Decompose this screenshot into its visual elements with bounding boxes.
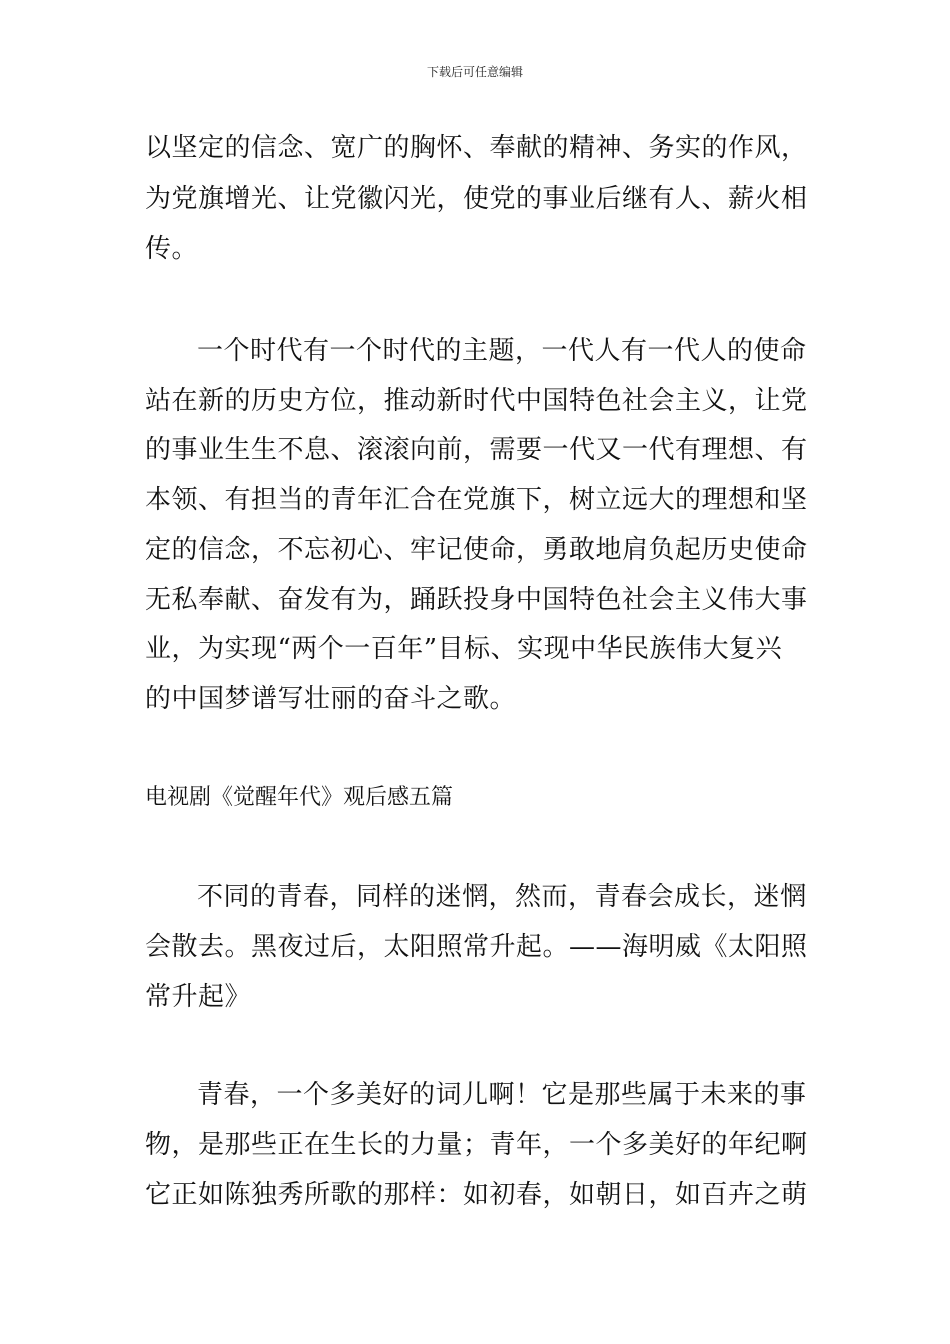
section-heading: 电视剧《觉醒年代》观后感五篇 [145,785,454,810]
paragraph-2-line-6: 无私奉献、奋发有为，踊跃投身中国特色社会主义伟大事 [145,585,808,615]
paragraph-1-line-1: 以坚定的信念、宽广的胸怀、奉献的精神、务实的作风， [145,133,808,163]
paragraph-2-line-5: 定的信念，不忘初心、牢记使命，勇敢地肩负起历史使命 [145,535,808,565]
paragraph-1-line-2: 为党旗增光、让党徽闪光，使党的事业后继有人、薪火相 [145,184,808,214]
page-header: 下载后可任意编辑 [426,65,523,79]
paragraph-2-line-3: 的事业生生不息、滚滚向前，需要一代又一代有理想、有 [145,435,808,465]
paragraph-3-line-3: 常升起》 [145,982,252,1012]
paragraph-4-line-3: 它正如陈独秀所歌的那样：如初春，如朝日，如百卉之萌 [145,1180,808,1210]
paragraph-3-line-2: 会散去。黑夜过后，太阳照常升起。——海明威《太阳照 [145,932,808,962]
paragraph-2-line-8: 的中国梦谱写壮丽的奋斗之歌。 [145,684,517,714]
paragraph-2-line-1: 一个时代有一个时代的主题，一代人有一代人的使命 [197,336,807,366]
paragraph-4-line-1: 青春，一个多美好的词儿啊！它是那些属于未来的事 [197,1080,807,1110]
paragraph-1-line-3: 传。 [145,234,199,264]
paragraph-2-line-2: 站在新的历史方位，推动新时代中国特色社会主义，让党 [145,386,808,416]
paragraph-2-line-7: 业，为实现“两个一百年”目标、实现中华民族伟大复兴 [145,634,783,664]
paragraph-2-line-4: 本领、有担当的青年汇合在党旗下，树立远大的理想和坚 [145,485,808,515]
paragraph-4-line-2: 物，是那些正在生长的力量；青年，一个多美好的年纪啊 [145,1130,808,1160]
paragraph-3-line-1: 不同的青春，同样的迷惘，然而，青春会成长，迷惘 [197,882,807,912]
